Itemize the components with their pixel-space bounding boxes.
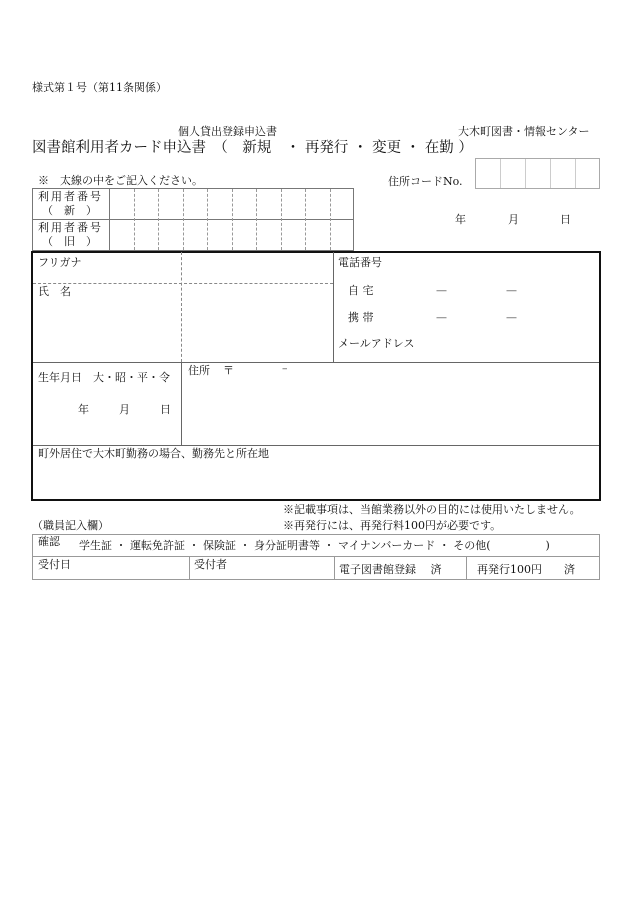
address-code-label: 住所コードNo. <box>388 175 463 188</box>
furigana-field[interactable] <box>182 253 332 282</box>
note-privacy: ※記載事項は、当館業務以外の目的には使用いたしません。 <box>283 503 581 516</box>
postal-dash: – <box>282 362 288 375</box>
form-title: 図書館利用者カード申込書 （ 新規 ・ 再発行 ・ 変更 ・ 在勤 ） <box>32 140 473 156</box>
instruction: ※ 太線の中をご記入ください。 <box>38 174 203 187</box>
user-number-old-label: 利用者番号 <box>38 221 103 234</box>
furigana-label: フリガナ <box>38 256 82 269</box>
address-code-field[interactable] <box>475 158 600 189</box>
receiver-label: 受付者 <box>194 558 227 571</box>
user-number-new-label: 利用者番号 <box>38 190 103 203</box>
received-date-label: 受付日 <box>38 558 71 571</box>
workplace-field[interactable] <box>34 462 598 498</box>
address-label: 住所 <box>188 364 210 377</box>
date-month: 月 <box>508 213 519 226</box>
user-number-new-sub: （ 新 ） <box>42 204 97 217</box>
mobile-phone-dash-2: — <box>506 311 517 324</box>
organization: 大木町図書・情報センター <box>458 125 590 138</box>
name-field[interactable] <box>182 284 332 361</box>
home-phone-dash-1: — <box>436 284 447 297</box>
email-label: メールアドレス <box>338 337 415 350</box>
workplace-label: 町外居住で大木町勤務の場合、勤務先と所在地 <box>38 447 269 460</box>
birth-day: 日 <box>160 403 171 416</box>
date-year: 年 <box>455 213 466 226</box>
mobile-phone-dash-1: — <box>436 311 447 324</box>
home-phone-label: 自 宅 <box>348 284 374 297</box>
home-phone-dash-2: — <box>506 284 517 297</box>
phone-label: 電話番号 <box>338 256 382 269</box>
user-number-old-field[interactable] <box>108 219 354 250</box>
form-number: 様式第１号（第11条関係） <box>32 81 167 94</box>
e-library-status: 電子図書館登録 済 <box>339 563 442 576</box>
note-reissue-fee: ※再発行には、再発行料100円が必要です。 <box>283 519 502 532</box>
staff-section-label: （職員記入欄） <box>32 519 109 532</box>
confirm-label: 確認 <box>38 535 60 548</box>
reissue-status: 再発行100円 済 <box>477 563 575 576</box>
birth-month: 月 <box>119 403 130 416</box>
id-types: 学生証 ・ 運転免許証 ・ 保険証 ・ 身分証明書等 ・ マイナンバーカード ・ その他( ) <box>79 539 550 552</box>
date-day: 日 <box>560 213 571 226</box>
subtitle: 個人貸出登録申込書 <box>178 125 277 138</box>
postal-mark: 〒 <box>223 364 234 377</box>
name-label: 氏 名 <box>38 285 71 298</box>
mobile-phone-label: 携 帯 <box>348 311 374 324</box>
user-number-old-sub: （ 旧 ） <box>42 235 97 248</box>
user-number-new-field[interactable] <box>108 188 354 219</box>
birth-year: 年 <box>78 403 89 416</box>
address-field[interactable] <box>182 363 598 444</box>
birthdate-label: 生年月日 大・昭・平・令 <box>38 371 170 384</box>
